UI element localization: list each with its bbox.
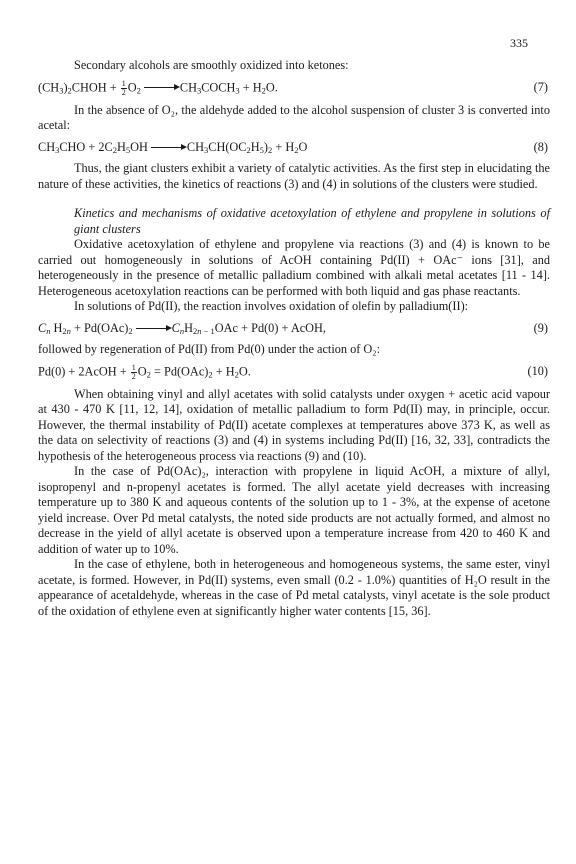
paragraph-acetoxylation: Oxidative acetoxylation of ethylene and propylene via reactions (3) and (4) is known to be carried out homogeneously in solutions of AcOH containing Pd(II) + OAc⁻ ions [31], and heterogeneously in the presence of metallic palladium combined with alkali metal acetates [11 - 14]. Heterogeneous acetoxylation reactions can be performed with both liquid and gas phase reactants. (38, 237, 550, 298)
page-number: 335 (510, 36, 528, 50)
paragraph-pd-solutions: In solutions of Pd(II), the reaction involves oxidation of olefin by palladium(II): (74, 299, 469, 313)
paragraph-ethylene: In the case of ethylene, both in heterogeneous and homogeneous systems, the same ester, vinyl acetate, is formed. However, in Pd(II) systems, even small (0.2 - 1.0%) quantities of H₂O result in the appearance of acetaldehyde, whereas in the case of Pd metal catalysts, vinyl acetate is the sole product of the oxidation of ethylene even at significantly higher water contents [15, 36]. (38, 557, 550, 618)
section-heading: Kinetics and mechanisms of oxidative acetoxylation of ethylene and propylene in solutions of giant clusters (74, 206, 550, 236)
equation-7-number: (7) (533, 79, 548, 94)
equation-8 (38, 140, 550, 156)
reaction-arrow-icon (151, 147, 185, 148)
reaction-arrow-icon (136, 328, 170, 329)
equation-7-formula: $(CH_3)_2CHOH$ + $\frac{1}{2}$ $O_2$ $CH_3COCH_3 + H_2O$. (38, 78, 278, 97)
equation-7 (38, 80, 550, 97)
paragraph-pd-oac2: In the case of Pd(OAc)₂, interaction with propylene in liquid AcOH, a mixture of allyl, isopropenyl and n-propenyl acetates is formed. The allyl acetate yield decreases with increasing temperature up to 380 K and aqueous contents of the solution up to 1 - 3%, at the expense of acetone yield increase. Over Pd metal catalysts, the noted side products are not actually formed, and almost no decrease in the yield of allyl acetate is observed upon a temperature increase from 420 to 460 K and addition of water up to 10%. (38, 464, 550, 556)
equation-10-number: (10) (527, 363, 548, 378)
equation-9-formula: $C_n$ $H_{2n} + Pd(OAc)_2$ $C_nH_{2n - 1}OAc + Pd(0)$ + AcOH, (38, 320, 327, 336)
equation-8-formula: $CH_3CHO + 2C_2H_5OH$ $CH_3CH(OC_2H_5)_2 + H_2O$ (38, 139, 308, 155)
equation-8-number: (8) (533, 139, 548, 154)
reaction-arrow-icon (144, 87, 178, 88)
article-body (38, 58, 550, 619)
equation-9 (38, 321, 550, 337)
paragraph-regeneration: followed by regeneration of Pd(II) from Pd(0) under the action of O₂: (38, 342, 381, 356)
equation-9-number: (9) (533, 320, 548, 335)
paragraph-vinyl-allyl: When obtaining vinyl and allyl acetates with solid catalysts under oxygen + acetic acid vapour at 430 - 470 K [11, 12, 14], oxidation of metallic palladium to form Pd(II) may, in principle, occur. However, the thermal instability of Pd(II) acetate complexes at temperatures above 373 K, as well as the data on selectivity of reactions (3) and (4) in systems including Pd(II) [16, 32, 33], contradicts the hypothesis of the heterogeneous process via reactions (9) and (10). (38, 386, 550, 463)
paragraph-secondary-alcohols: Secondary alcohols are smoothly oxidized into ketones: (74, 58, 349, 72)
paragraph-catalytic-activities: Thus, the giant clusters exhibit a variety of catalytic activities. As the first step in elucidating the nature of these activities, the kinetics of reactions (3) and (4) in solutions of the clusters were studied. (38, 161, 550, 191)
equation-10 (38, 364, 550, 381)
paragraph-acetal: In the absence of O₂, the aldehyde added to the alcohol suspension of cluster 3 is converted into acetal: (38, 102, 550, 132)
equation-10-formula: Pd(0) + 2AcOH + $\frac{1}{2}$ $O_2 = Pd(OAc)_2 + H_2O$. (38, 362, 251, 381)
